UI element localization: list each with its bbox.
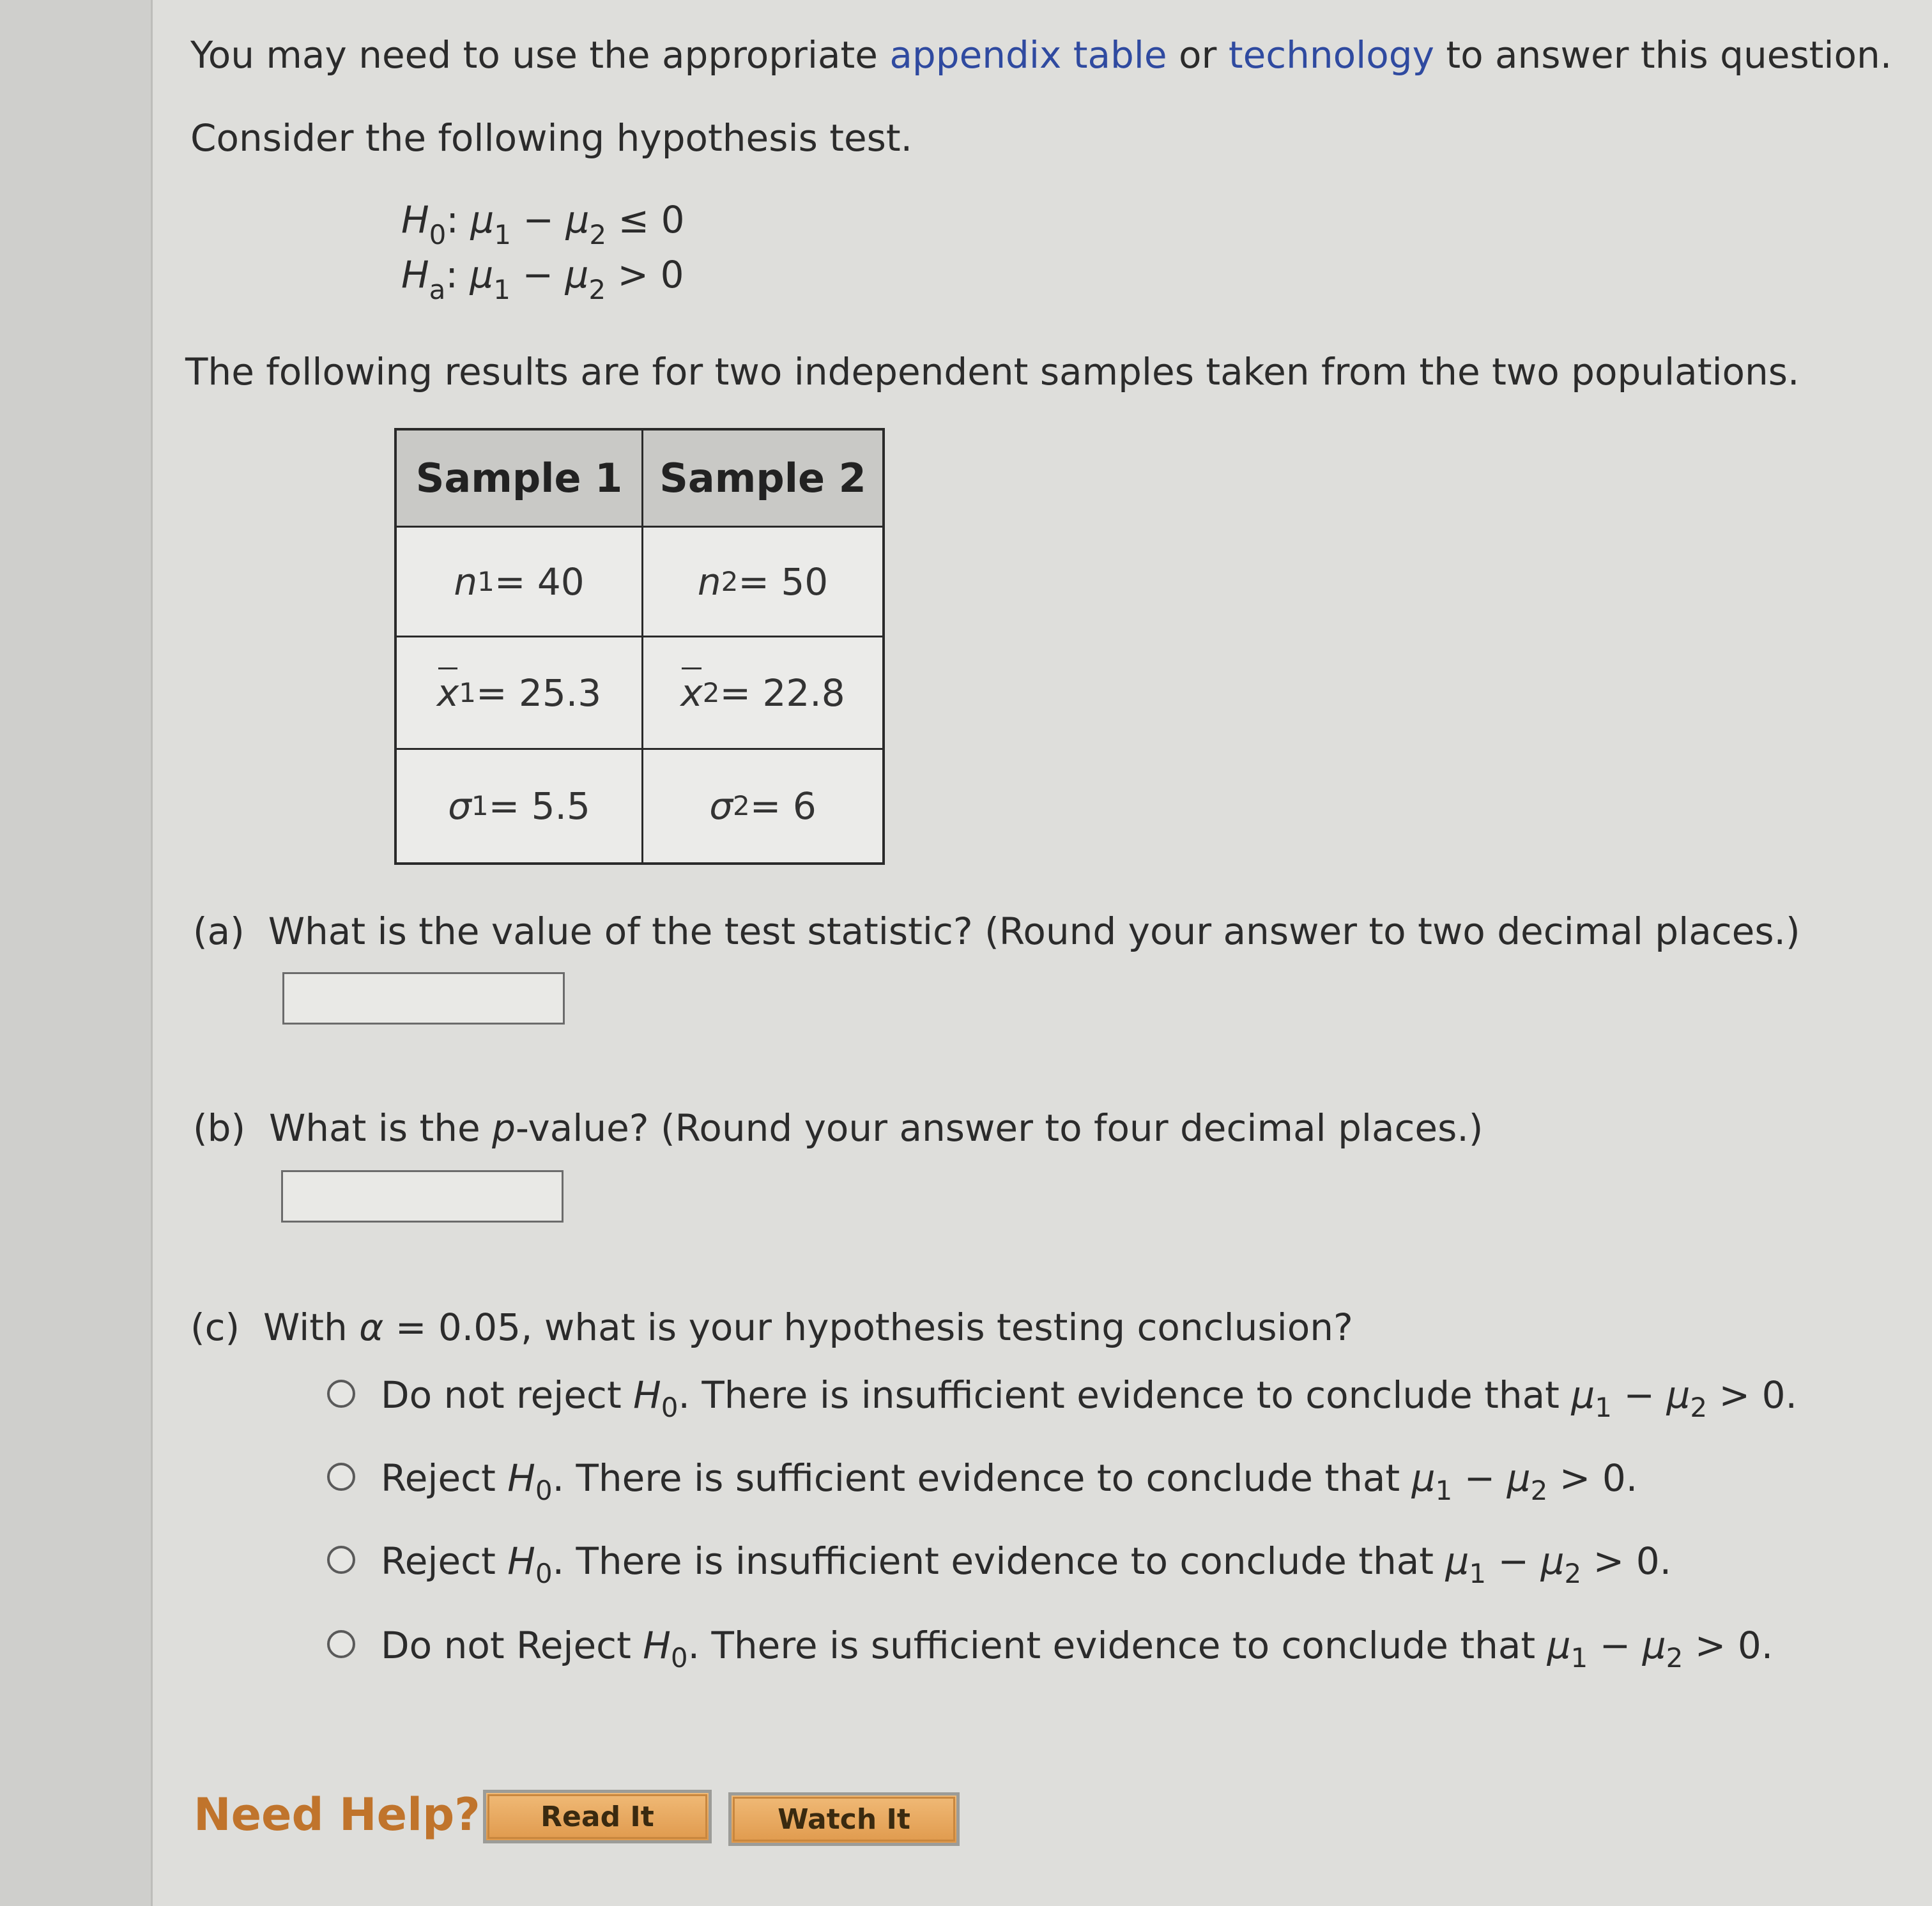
sample-table	[394, 428, 885, 865]
question-c-before: With	[263, 1306, 360, 1349]
option-3-post: . There is insufficient evidence to conclude that	[552, 1539, 1446, 1583]
option-2-pre: Reject	[381, 1456, 508, 1500]
ha-relation: > 0	[606, 253, 684, 296]
test-statistic-input[interactable]	[282, 972, 565, 1025]
question-b-label: (b)	[193, 1106, 246, 1150]
question-b	[193, 1106, 1483, 1150]
alpha-symbol: α	[359, 1306, 384, 1349]
question-a-label: (a)	[193, 910, 245, 953]
alternative-hypothesis: $H_a$: $\mu_1 - \mu_2 > 0$	[401, 253, 684, 305]
question-a-text: What is the value of the test statistic? (Round your answer to two decimal places.)	[268, 910, 1800, 953]
option-1-tail: > 0.	[1707, 1373, 1797, 1417]
intro-middle: or	[1167, 33, 1229, 77]
x2-cell: x 2 = 22.8	[643, 637, 882, 750]
n2-cell: n 2 = 50	[643, 528, 882, 637]
option-3-pre: Reject	[381, 1539, 508, 1583]
intro-text	[190, 33, 1892, 77]
x1-cell: x 1 = 25.3	[397, 637, 643, 750]
option-3-radio[interactable]	[327, 1546, 355, 1574]
question-c-label: (c)	[190, 1306, 240, 1349]
question-a	[193, 910, 1800, 953]
option-4-tail: > 0.	[1683, 1624, 1774, 1667]
n1-value: = 40	[494, 560, 585, 604]
left-margin	[0, 0, 153, 1906]
intro-before: You may need to use the appropriate	[190, 33, 890, 77]
option-2-radio[interactable]	[327, 1463, 355, 1491]
question-c	[190, 1306, 1353, 1349]
x2-value: = 22.8	[719, 671, 845, 715]
option-1-radio[interactable]	[327, 1380, 355, 1408]
h0-relation: ≤ 0	[606, 198, 685, 241]
option-3-tail: > 0.	[1581, 1539, 1672, 1583]
option-4-radio[interactable]	[327, 1630, 355, 1658]
sigma1-value: = 5.5	[488, 784, 590, 828]
sample-1-header: Sample 1	[397, 431, 643, 528]
appendix-table-link[interactable]: appendix table	[889, 33, 1167, 77]
watch-it-button[interactable]: Watch It	[728, 1792, 960, 1846]
ha-subscript: a	[429, 274, 446, 305]
read-it-button[interactable]: Read It	[483, 1790, 712, 1843]
technology-link[interactable]: technology	[1228, 33, 1434, 77]
option-4-pre: Do not Reject	[381, 1624, 643, 1667]
option-4-text[interactable]: Do not Reject $H_0$. There is sufficient evidence to conclude that $\mu_1 - \mu_2 > 0$.	[381, 1624, 1774, 1673]
sigma2-value: = 6	[749, 784, 816, 828]
option-1-post: . There is insufficient evidence to conclude that	[678, 1373, 1572, 1417]
results-text: The following results are for two independent samples taken from the two populations.	[185, 350, 1800, 393]
option-2-text[interactable]: Reject $H_0$. There is sufficient evidence to conclude that $\mu_1 - \mu_2 > 0$.	[381, 1456, 1638, 1506]
x1-value: = 25.3	[475, 671, 602, 715]
question-b-after: -value? (Round your answer to four decimal places.)	[516, 1106, 1483, 1150]
option-3-text[interactable]: Reject $H_0$. There is insufficient evidence to conclude that $\mu_1 - \mu_2 > 0$.	[381, 1539, 1672, 1589]
intro-after: to answer this question.	[1434, 33, 1892, 77]
option-2-tail: > 0.	[1547, 1456, 1638, 1500]
sample-2-header: Sample 2	[643, 431, 882, 528]
sigma2-cell: σ 2 = 6	[643, 750, 882, 862]
sigma1-cell: σ 1 = 5.5	[397, 750, 643, 862]
need-help-label: Need Help?	[194, 1788, 480, 1841]
p-value-input[interactable]	[281, 1170, 564, 1223]
question-b-p: p	[492, 1106, 516, 1150]
question-c-after: = 0.05, what is your hypothesis testing conclusion?	[383, 1306, 1353, 1349]
n1-cell: n 1 = 40	[397, 528, 643, 637]
question-b-before: What is the	[268, 1106, 493, 1150]
option-1-pre: Do not reject	[381, 1373, 634, 1417]
null-hypothesis: $H_0$: $\mu_1 - \mu_2 \le 0$	[401, 198, 685, 250]
h0-subscript: 0	[429, 219, 447, 250]
n2-value: = 50	[738, 560, 829, 604]
option-2-post: . There is sufficient evidence to conclude that	[552, 1456, 1412, 1500]
consider-text: Consider the following hypothesis test.	[190, 116, 913, 160]
option-1-text[interactable]: Do not reject $H_0$. There is insufficient evidence to conclude that $\mu_1 - \mu_2 > 0$.	[381, 1373, 1797, 1423]
option-4-post: . There is sufficient evidence to conclude that	[687, 1624, 1547, 1667]
